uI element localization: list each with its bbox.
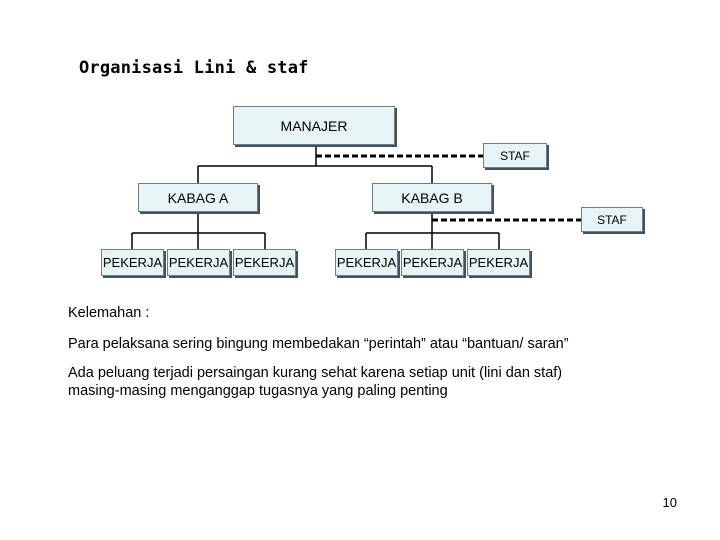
weakness-point-2-line-2: masing-masing menganggap tugasnya yang paling penting bbox=[68, 383, 448, 399]
manager-label: MANAJER bbox=[280, 117, 348, 134]
worker-box-b1 bbox=[335, 249, 398, 276]
staff-label-bottom: STAF bbox=[597, 212, 627, 227]
kabag-a-box bbox=[138, 183, 258, 212]
weakness-point-2-line-1: Ada peluang terjadi persaingan kurang sehat karena setiap unit (lini dan staf) bbox=[68, 365, 563, 381]
worker-box-a1 bbox=[101, 249, 164, 276]
worker-label: PEKERJA bbox=[402, 255, 463, 270]
kabag-b-label: KABAG B bbox=[401, 189, 463, 206]
worker-box-b2 bbox=[401, 249, 464, 276]
worker-box-a2 bbox=[167, 249, 230, 276]
page-number: 10 bbox=[662, 495, 677, 510]
slide-title: Organisasi Lini & staf bbox=[79, 58, 309, 78]
staff-label-top: STAF bbox=[500, 148, 530, 163]
worker-label: PEKERJA bbox=[468, 255, 529, 270]
staff-box-bottom bbox=[581, 207, 643, 232]
worker-label: PEKERJA bbox=[102, 255, 163, 270]
manager-box bbox=[233, 106, 395, 145]
worker-label: PEKERJA bbox=[234, 255, 295, 270]
kabag-a-label: KABAG A bbox=[167, 189, 229, 206]
staff-box-top bbox=[483, 143, 547, 168]
weakness-point-1: Para pelaksana sering bingung membedakan “perintah” atau “bantuan/ saran” bbox=[68, 336, 569, 352]
worker-box-a3 bbox=[233, 249, 296, 276]
worker-label: PEKERJA bbox=[168, 255, 229, 270]
worker-label: PEKERJA bbox=[336, 255, 397, 270]
kabag-b-box bbox=[372, 183, 492, 212]
worker-box-b3 bbox=[467, 249, 530, 276]
weakness-heading: Kelemahan : bbox=[68, 305, 150, 321]
